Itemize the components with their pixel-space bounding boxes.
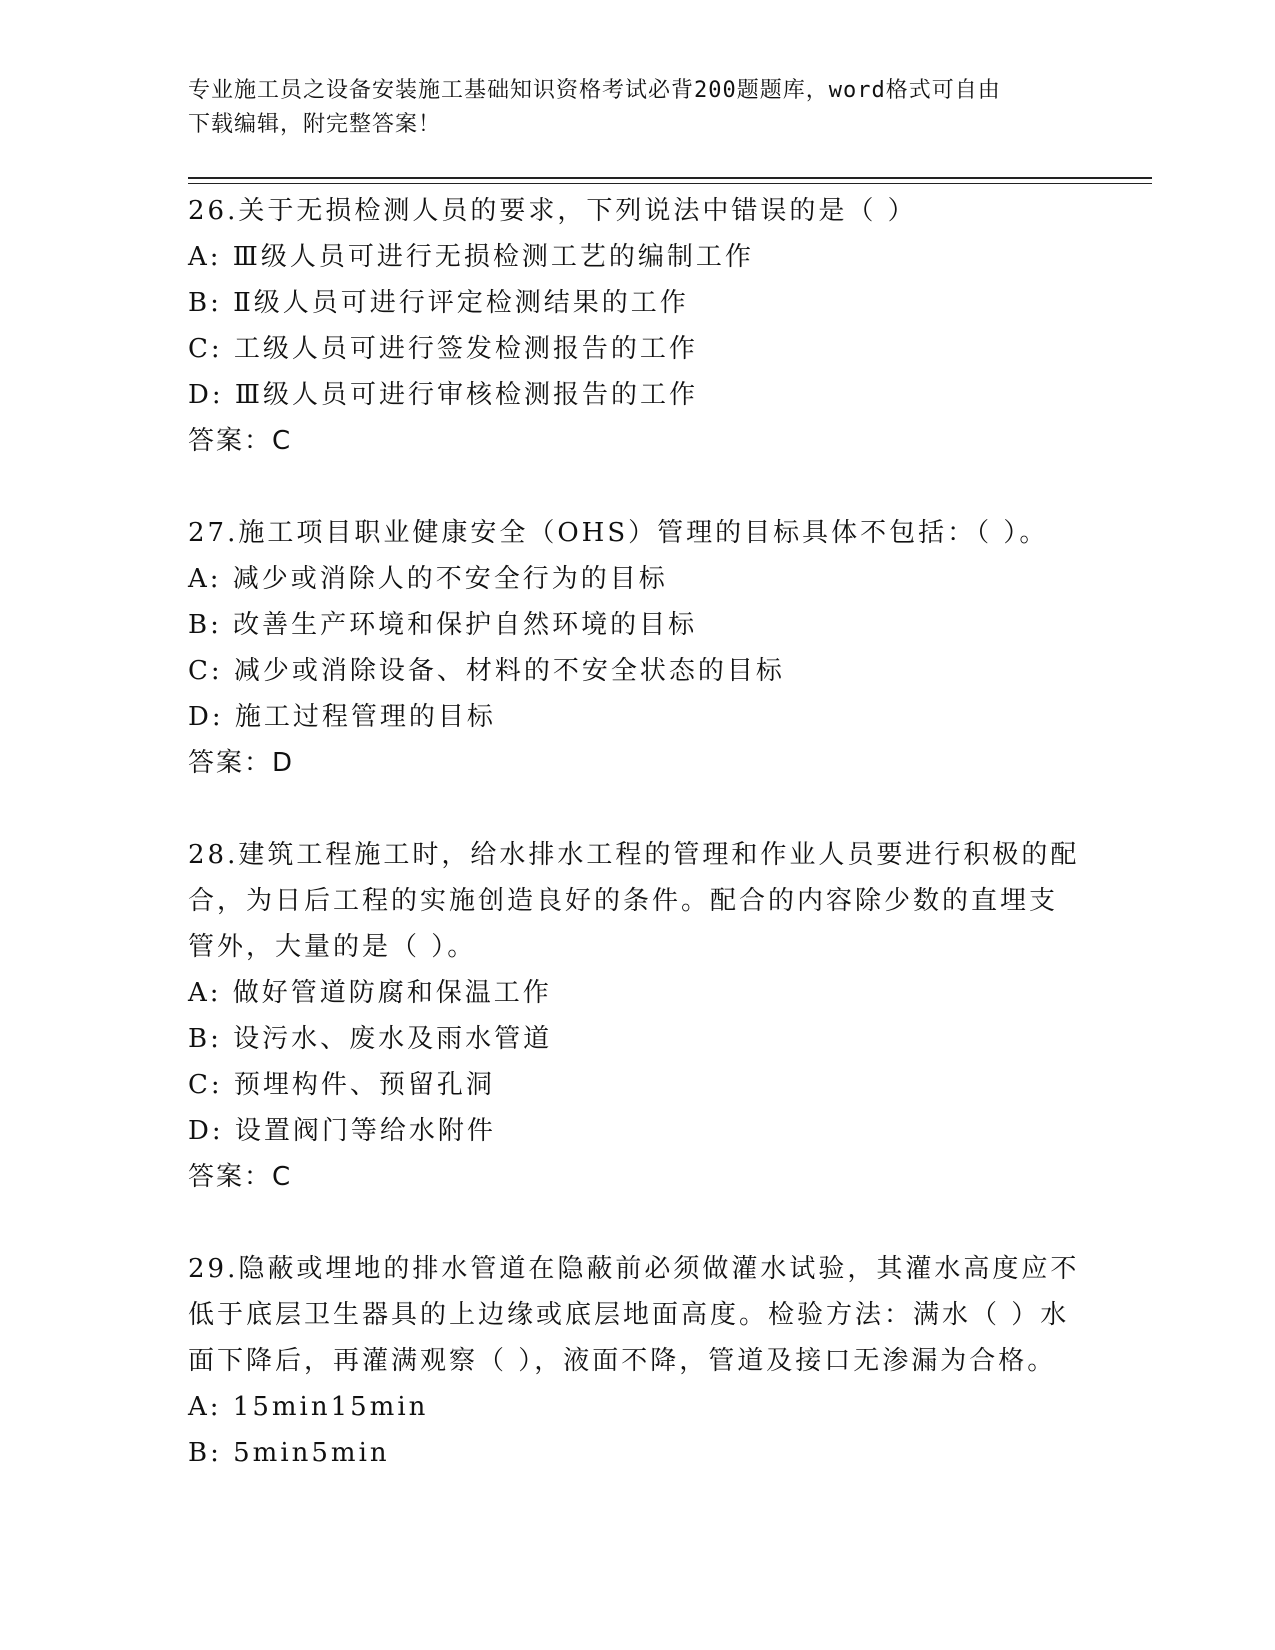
question-spacer	[188, 786, 1088, 832]
answer-line: 答案：D	[188, 748, 295, 778]
question-list	[188, 188, 1088, 1476]
answer-line: 答案：C	[188, 1162, 293, 1192]
question-stem-line-3: 管外，大量的是（ ）。	[188, 932, 477, 962]
option-b: B: 设污水、废水及雨水管道	[188, 1024, 553, 1054]
question-stem-line-1: 28.建筑工程施工时，给水排水工程的管理和作业人员要进行积极的配	[188, 840, 1080, 870]
question-spacer	[188, 464, 1088, 510]
question-item-26	[188, 188, 1088, 464]
option-a: A: 减少或消除人的不安全行为的目标	[188, 564, 668, 594]
question-spacer	[188, 1200, 1088, 1246]
question-stem-line-2: 低于底层卫生器具的上边缘或底层地面高度。检验方法：满水（ ）水	[188, 1300, 1070, 1330]
question-stem-line-3: 面下降后，再灌满观察（ ），液面不降，管道及接口无渗漏为合格。	[188, 1346, 1057, 1376]
option-c: C: 工级人员可进行签发检测报告的工作	[188, 334, 698, 364]
option-b: B: Ⅱ级人员可进行评定检测结果的工作	[188, 288, 689, 318]
question-item-29	[188, 1246, 1088, 1476]
option-d: D: Ⅲ级人员可进行审核检测报告的工作	[188, 380, 698, 410]
question-stem: 27.施工项目职业健康安全（OHS）管理的目标具体不包括：（ ）。	[188, 518, 1049, 548]
question-stem-line-2: 合，为日后工程的实施创造良好的条件。配合的内容除少数的直埋支	[188, 886, 1059, 916]
option-a: A: Ⅲ级人员可进行无损检测工艺的编制工作	[188, 242, 754, 272]
option-c: C: 预埋构件、预留孔洞	[188, 1070, 495, 1100]
question-item-28	[188, 832, 1088, 1200]
header-title-line-1: 专业施工员之设备安装施工基础知识资格考试必背200题题库，word格式可自由	[188, 78, 1001, 103]
header-title-line-2: 下载编辑，附完整答案！	[188, 112, 442, 137]
option-c: C: 减少或消除设备、材料的不安全状态的目标	[188, 656, 785, 686]
header-divider-thick	[188, 177, 1152, 179]
option-d: D: 施工过程管理的目标	[188, 702, 496, 732]
option-b: B: 5min5min	[188, 1438, 390, 1468]
question-stem-line-1: 29.隐蔽或埋地的排水管道在隐蔽前必须做灌水试验，其灌水高度应不	[188, 1254, 1080, 1284]
option-b: B: 改善生产环境和保护自然环境的目标	[188, 610, 698, 640]
option-d: D: 设置阀门等给水附件	[188, 1116, 496, 1146]
header-divider-thin	[188, 183, 1152, 184]
option-a: A: 15min15min	[188, 1392, 429, 1422]
document-header	[188, 74, 1088, 142]
question-item-27	[188, 510, 1088, 786]
question-stem: 26.关于无损检测人员的要求，下列说法中错误的是（ ）	[188, 196, 917, 226]
option-a: A: 做好管道防腐和保温工作	[188, 978, 552, 1008]
answer-line: 答案：C	[188, 426, 293, 456]
